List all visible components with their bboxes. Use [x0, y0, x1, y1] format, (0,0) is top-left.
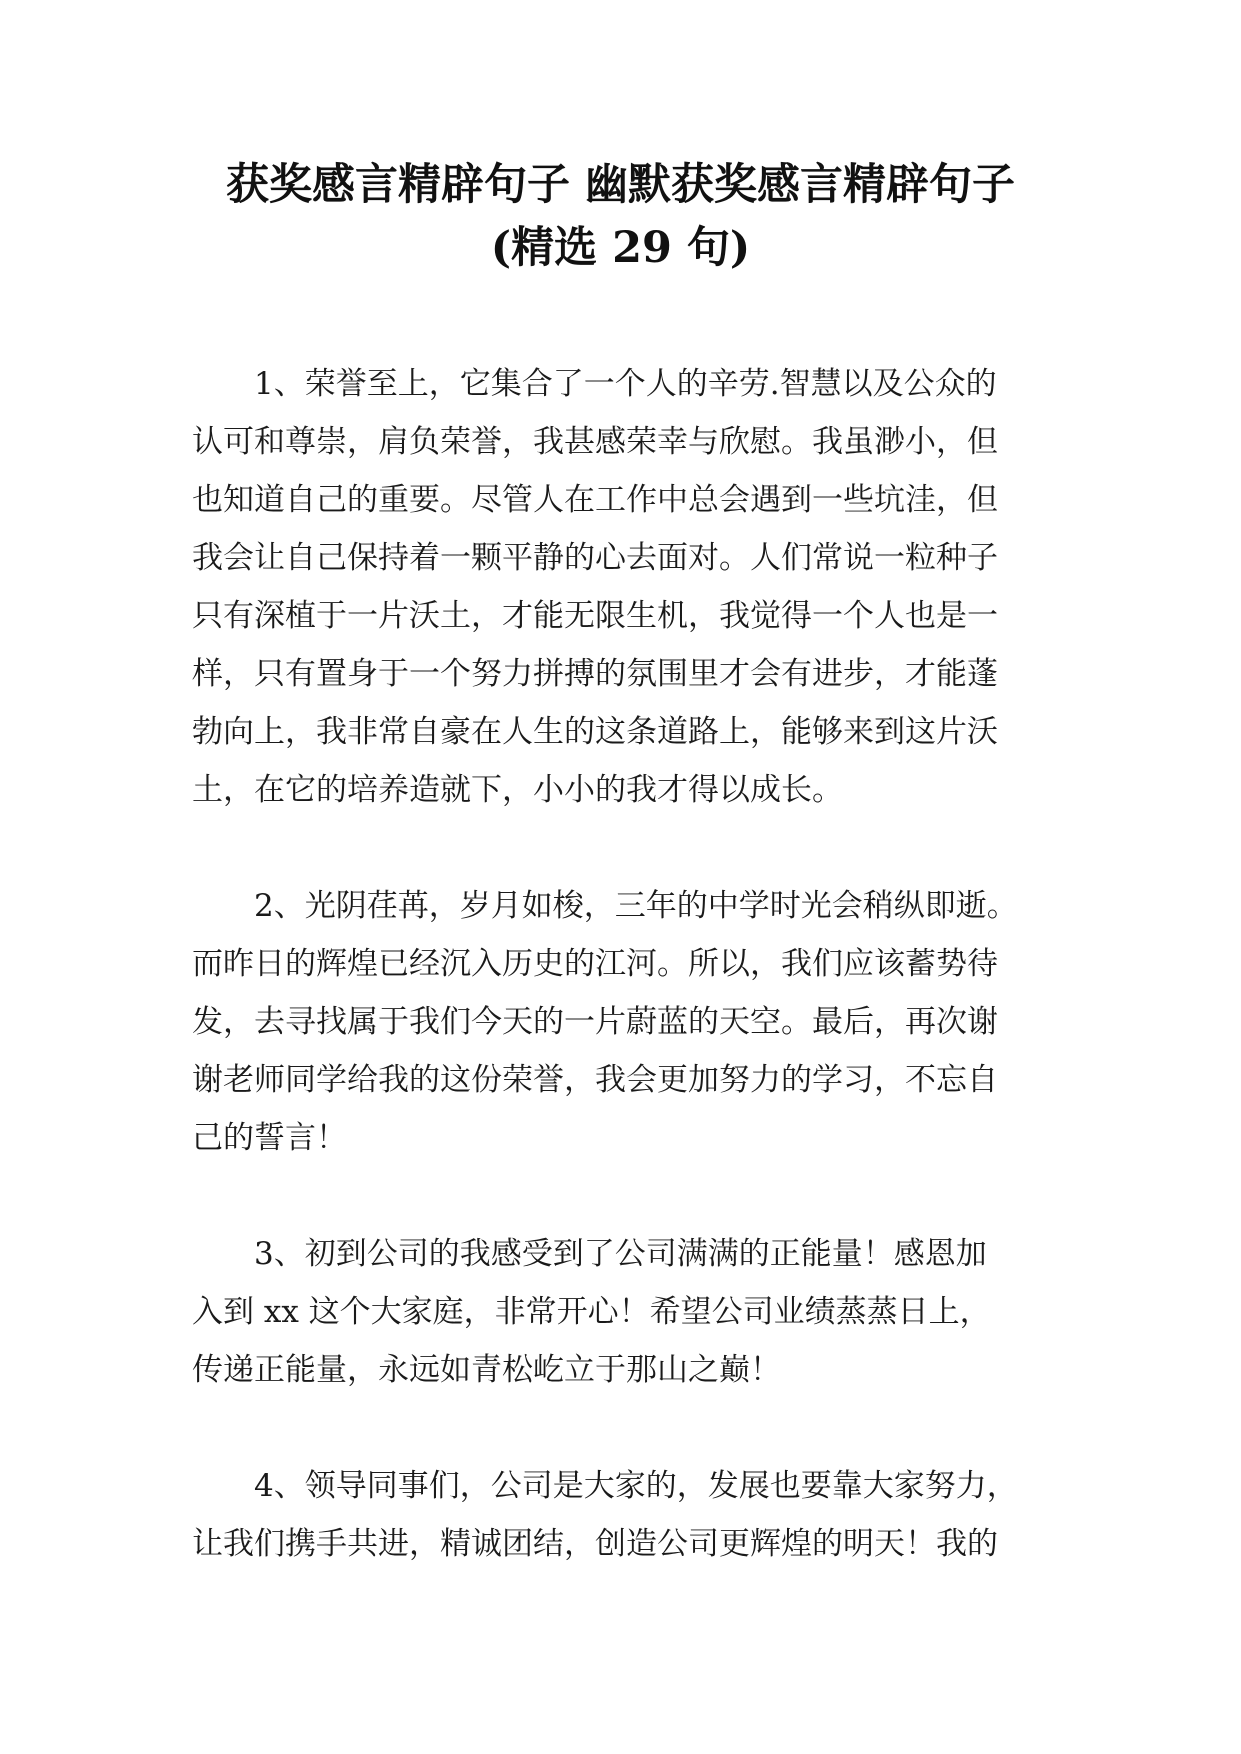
document-body: [192, 355, 1052, 1631]
paragraph-line: 3、初到公司的我感受到了公司满满的正能量！感恩加: [254, 1236, 987, 1272]
paragraph-line: 只有深植于一片沃土，才能无限生机，我觉得一个人也是一: [192, 598, 998, 634]
paragraph-line: 谢老师同学给我的这份荣誉，我会更加努力的学习，不忘自: [192, 1062, 998, 1098]
paragraph-line: 4、领导同事们，公司是大家的，发展也要靠大家努力，: [254, 1468, 1018, 1504]
paragraph-line: 我会让自己保持着一颗平静的心去面对。人们常说一粒种子: [192, 540, 998, 576]
document-title-line-1: 获奖感言精辟句子 幽默获奖感言精辟句子: [226, 160, 1015, 210]
document-title-line-2: (精选 29 句): [490, 223, 751, 273]
paragraph-line: 入到 xx 这个大家庭，非常开心！希望公司业绩蒸蒸日上，: [192, 1294, 991, 1330]
paragraph-line: 也知道自己的重要。尽管人在工作中总会遇到一些坑洼，但: [192, 482, 998, 518]
paragraph-line: 己的誓言！: [192, 1120, 347, 1156]
paragraph-2: [192, 877, 1052, 1167]
paragraph-line: 传递正能量，永远如青松屹立于那山之巅！: [192, 1352, 781, 1388]
paragraph-line: 土，在它的培养造就下，小小的我才得以成长。: [192, 772, 843, 808]
paragraph-1: [192, 355, 1052, 819]
paragraph-line: 发，去寻找属于我们今天的一片蔚蓝的天空。最后，再次谢: [192, 1004, 998, 1040]
paragraph-line: 样，只有置身于一个努力拼搏的氛围里才会有进步，才能蓬: [192, 656, 998, 692]
paragraph-line: 让我们携手共进，精诚团结，创造公司更辉煌的明天！我的: [192, 1526, 998, 1562]
paragraph-line: 1、荣誉至上，它集合了一个人的辛劳.智慧以及公众的: [254, 366, 997, 402]
paragraph-4: [192, 1457, 1052, 1573]
paragraph-line: 勃向上，我非常自豪在人生的这条道路上，能够来到这片沃: [192, 714, 998, 750]
paragraph-line: 认可和尊崇，肩负荣誉，我甚感荣幸与欣慰。我虽渺小，但: [192, 424, 998, 460]
paragraph-line: 2、光阴荏苒，岁月如梭，三年的中学时光会稍纵即逝。: [254, 888, 1018, 924]
paragraph-3: [192, 1225, 1052, 1399]
paragraph-line: 而昨日的辉煌已经沉入历史的江河。所以，我们应该蓄势待: [192, 946, 998, 982]
